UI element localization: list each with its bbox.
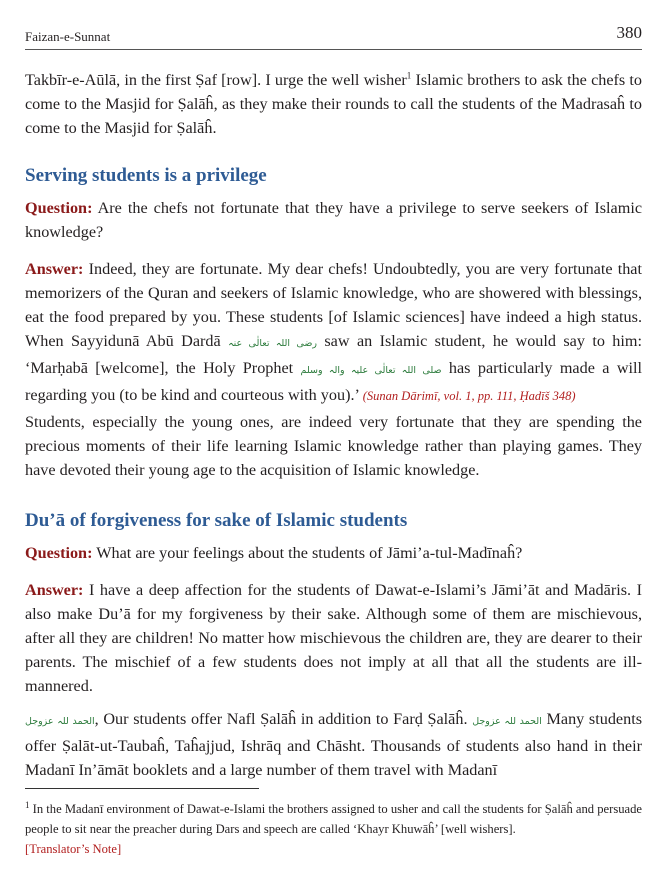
question-paragraph xyxy=(25,541,642,565)
answer-paragraph xyxy=(25,578,642,698)
section-heading: Serving students is a privilege xyxy=(25,165,267,186)
question-text: Are the chefs not fortunate that they have a privilege to serve seekers of Islamic knowledge? xyxy=(25,199,642,241)
answer-text: Indeed, they are fortunate. My dear chefs! Undoubtedly, you are very fortunate that memorizers of the Quran and seekers of Islamic knowledge, who are showered with blessings, eat the food prepared by you. These students [of Islamic sciences] have indeed a high status. When Sayyidunā Abū Dardā xyxy=(25,260,642,350)
arabic-salutation: صلی اللہ تعالٰی علیہ والہ وسلم xyxy=(300,365,442,376)
citation: (Sunan Dārimī, vol. 1, pp. 111, Ḥadīš 348) xyxy=(362,389,576,403)
paragraph-text: Many students offer Ṣalāt-ut-Taubaĥ, Taĥajjud, Ishrāq and Chāsht. Thousands of students also hand in their Madanī In’āmāt booklets and a large number of them travel with Madanī xyxy=(25,710,642,779)
book-title: Faizan-e-Sunnat xyxy=(25,29,111,44)
paragraph: Students, especially the young ones, are indeed very fortunate that they are spending the precious moments of their life learning Islamic knowledge rather than playing games. They have devoted their young age to the acquisition of Islamic knowledge. xyxy=(25,413,642,479)
paragraph-text: Islamic brothers to ask the chefs to come to the Masjid for Ṣalāĥ, as they make their rounds to call the students of the Madrasaĥ to come to the Masjid for Ṣalāĥ. xyxy=(25,71,642,137)
answer-paragraph xyxy=(25,257,642,408)
question-text: What are your feelings about the students of Jāmi’a-tul-Madīnaĥ? xyxy=(92,544,523,562)
arabic-honorific: رضی اللہ تعالٰی عنہ xyxy=(228,338,317,349)
footnote xyxy=(25,799,642,859)
answer-text: saw an Islamic student, he would say to him: ‘Marḥabā [welcome], the Holy Prophet xyxy=(25,332,642,377)
answer-label: Answer: xyxy=(25,581,84,599)
paragraph-text: , Our students offer Nafl Ṣalāĥ in addition to Farḍ Ṣalāĥ. xyxy=(94,710,473,728)
section-heading: Du’ā of forgiveness for sake of Islamic students xyxy=(25,510,408,531)
question-paragraph xyxy=(25,196,642,244)
paragraph-continued xyxy=(25,68,642,140)
page-number: 380 xyxy=(616,23,642,42)
paragraph-text: Takbīr-e-Aūlā, in the first Ṣaf [row]. I urge the well wisher xyxy=(25,71,407,89)
arabic-praise: الحمد للہ عزوجل xyxy=(25,716,95,727)
question-label: Question: xyxy=(25,544,93,562)
answer-text: has particularly made a will regarding you (to be kind and courteous with you).’ xyxy=(25,359,642,404)
arabic-praise: الحمد للہ عزوجل xyxy=(472,716,542,727)
answer-label: Answer: xyxy=(25,260,84,278)
footnote-number: 1 xyxy=(25,799,30,810)
running-header xyxy=(25,23,642,50)
paragraph xyxy=(25,707,642,782)
footnote-divider xyxy=(25,788,259,789)
footnote-text: In the Madanī environment of Dawat-e-Islami the brothers assigned to usher and call the students for Ṣalāĥ and persuade people to sit near the preacher during Dars and speech are called ‘Khayr Khuwāĥ’ [well wishers]. xyxy=(25,802,642,836)
translator-note: [Translator’s Note] xyxy=(25,842,122,856)
question-label: Question: xyxy=(25,199,93,217)
answer-text: I have a deep affection for the students of Dawat-e-Islami’s Jāmi’āt and Madāris. I also make Du’ā for my forgiveness by their sake. Although some of them are mischievous, after all they are children! No matter how mischievous the children are, they are dearer to their parents. The mischief of a few students does not imply at all that all the students are ill-mannered. xyxy=(25,581,642,695)
footnote-marker: 1 xyxy=(406,70,412,81)
